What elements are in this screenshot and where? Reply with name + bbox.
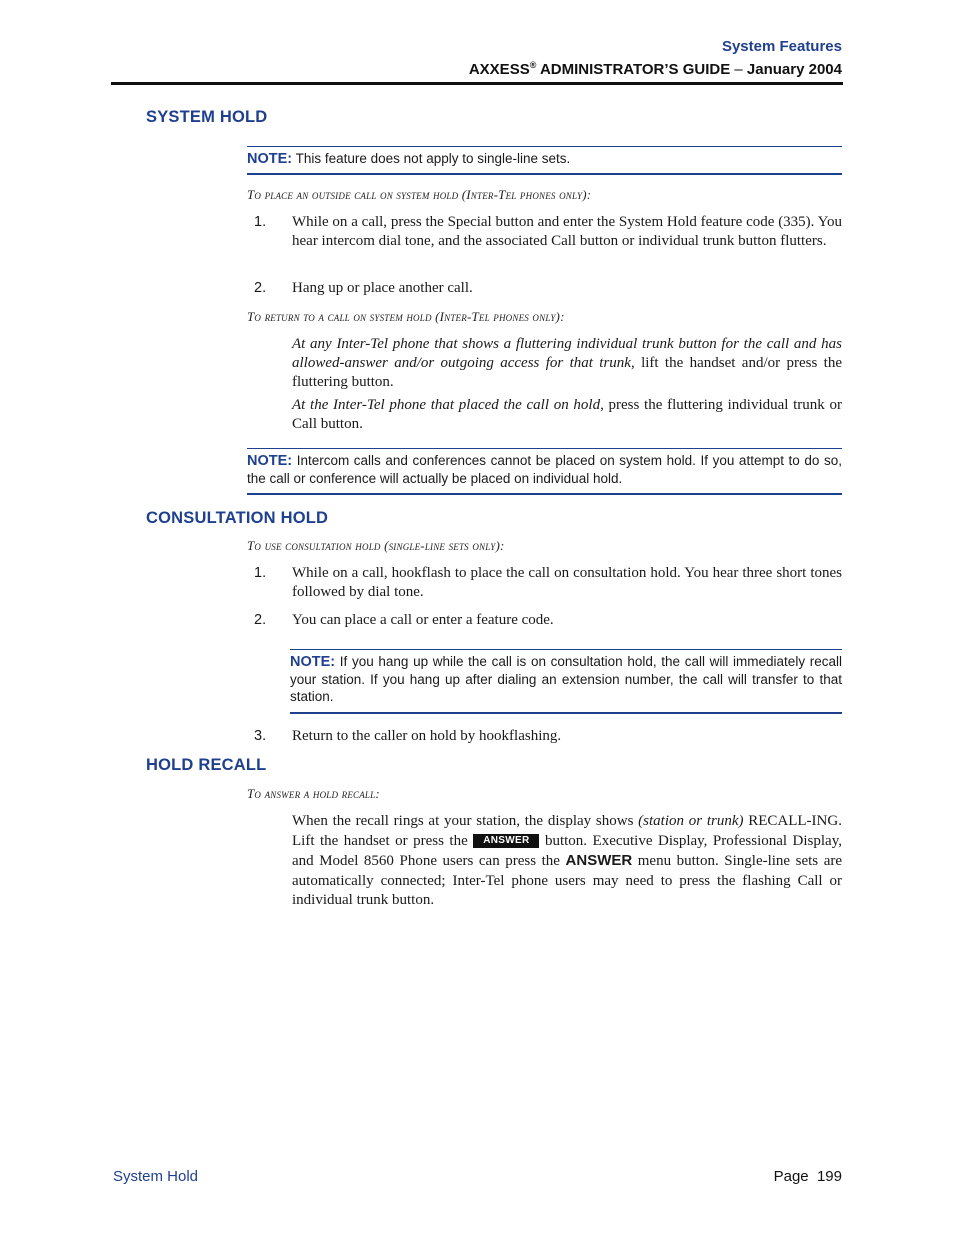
text-run: menu button. Single-line sets are automatically connected; Inter-Tel phone users may need to press the flashing Call or individual trunk button. [292, 853, 842, 909]
header-dash: – [734, 61, 743, 78]
procedure-title-return-system-hold: To return to a call on system hold (Inter-Tel phones only): [247, 309, 565, 324]
note-text: Intercom calls and conferences cannot be placed on system hold. If you attempt to do so, the call or conference will actually be placed on individual hold. [247, 453, 842, 486]
step-text: While on a call, press the Special button and enter the System Hold feature code (335). You hear intercom dial tone, and the associated Call button or individual trunk button flutters. [292, 214, 842, 249]
heading-hold-recall: HOLD RECALL [146, 756, 267, 774]
registered-mark: ® [529, 60, 537, 70]
paragraph-italic: At any Inter-Tel phone that shows a fluttering individual trunk button for the call and has allowed-answer and/or outgoing access for that trunk, [292, 336, 842, 371]
running-header-guide [469, 60, 842, 78]
guide-date: January 2004 [742, 61, 842, 78]
note-label: NOTE: [247, 453, 293, 469]
running-header-section: System Features [721, 38, 842, 55]
note-box-consultation [290, 649, 842, 714]
step-text: Hang up or place another call. [292, 280, 473, 296]
heading-consultation-hold: CONSULTATION HOLD [146, 509, 329, 527]
step-text: Return to the caller on hold by hookflashing. [292, 728, 562, 744]
text-run: button. Executive Display, Professional Display, and Model 8560 Phone users can press the [292, 832, 842, 870]
note-box-intercom [247, 448, 842, 495]
note-label: NOTE: [247, 151, 293, 167]
procedure-title-place-system-hold: To place an outside call on system hold (Inter-Tel phones only): [247, 187, 592, 202]
step-number: 3. [254, 728, 267, 744]
text-italic: (station or trunk) [638, 813, 744, 829]
note-text: If you hang up while the call is on consultation hold, the call will immediately recall your station. If you hang up after dialing an extension number, the call will transfer to that station. [290, 654, 842, 704]
step-text: While on a call, hookflash to place the call on consultation hold. You hear three short tones followed by dial tone. [292, 565, 842, 600]
step-text: You can place a call or enter a feature code. [292, 612, 554, 628]
header-rule [111, 82, 843, 85]
paragraph-italic: At the Inter-Tel phone that placed the call on hold, [292, 397, 604, 413]
paragraph-hold-recall [292, 812, 842, 911]
footer-page-number: Page 199 [773, 1168, 842, 1185]
note-text: This feature does not apply to single-line sets. [292, 151, 571, 166]
paragraph-rest: press the fluttering individual trunk or Call button. [292, 397, 842, 432]
paragraph-rest: lift the handset and/or press the fluttering button. [292, 355, 842, 390]
note-box-single-line [247, 146, 842, 175]
procedure-title-answer-recall: To answer a hold recall: [247, 786, 380, 801]
answer-menu-label: ANSWER [565, 852, 633, 870]
step-number: 1. [254, 214, 267, 230]
answer-key-icon: ANSWER [473, 834, 539, 848]
paragraph-fluttering-trunk [292, 335, 842, 392]
step-number: 2. [254, 612, 267, 628]
note-label: NOTE: [290, 654, 336, 670]
step-number: 1. [254, 565, 267, 581]
footer-section-name: System Hold [113, 1168, 199, 1185]
procedure-title-consultation-hold: To use consultation hold (single-line sets only): [247, 538, 505, 553]
step-number: 2. [254, 280, 267, 296]
heading-system-hold: SYSTEM HOLD [146, 108, 268, 126]
guide-title: ADMINISTRATOR’S GUIDE [536, 61, 735, 78]
paragraph-placed-on-hold [292, 396, 842, 434]
text-run: When the recall rings at your station, the display shows [292, 813, 639, 829]
product-name: AXXESS [468, 61, 530, 78]
text-run: RECALL-ING. Lift the handset or press the [292, 813, 842, 849]
